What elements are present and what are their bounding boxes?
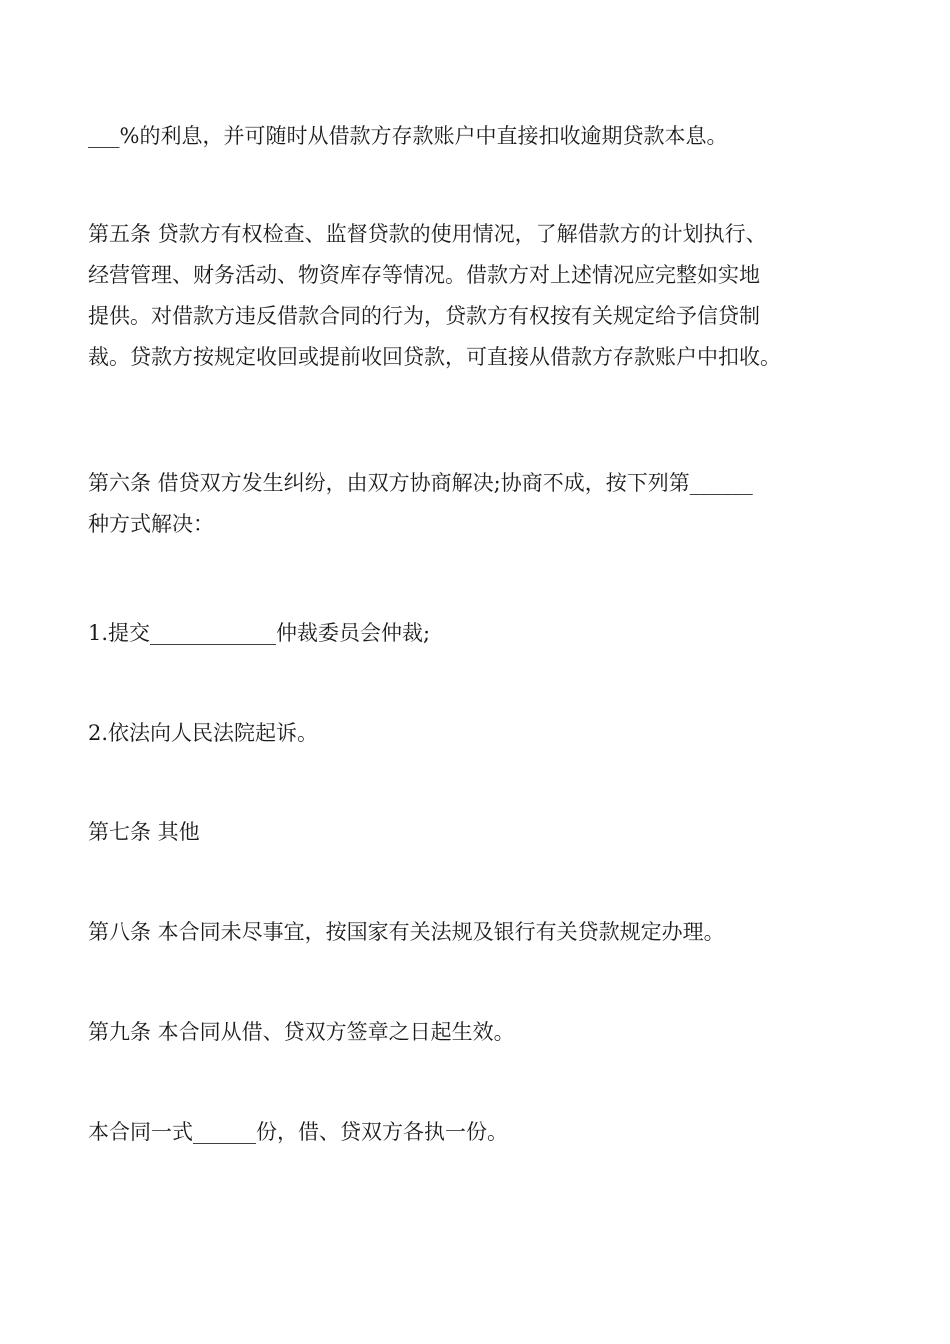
- text-line: 经营管理、财务活动、物资库存等情况。借款方对上述情况应完整如实地: [88, 263, 760, 287]
- paragraph-interest-clause: [88, 116, 868, 157]
- text-line: 2.依法向人民法院起诉。: [88, 721, 319, 745]
- text-line: 裁。贷款方按规定收回或提前收回贷款，可直接从借款方存款账户中扣收。: [88, 345, 781, 369]
- paragraph-article-6: [88, 463, 868, 545]
- text-line: 第六条 借贷双方发生纠纷，由双方协商解决;协商不成，按下列第______: [88, 471, 753, 495]
- paragraph-article-7: [88, 812, 868, 853]
- text-line: 1.提交____________仲裁委员会仲裁;: [88, 621, 431, 645]
- text-line: 第九条 本合同从借、贷双方签章之日起生效。: [88, 1020, 515, 1044]
- paragraph-article-9: [88, 1012, 868, 1053]
- text-line: 第五条 贷款方有权检查、监督贷款的使用情况，了解借款方的计划执行、: [88, 222, 767, 246]
- text-line: 种方式解决：: [88, 512, 214, 536]
- text-line: 提供。对借款方违反借款合同的行为，贷款方有权按有关规定给予信贷制: [88, 304, 760, 328]
- text-line: 第七条 其他: [88, 820, 200, 844]
- paragraph-option-2: [88, 713, 868, 754]
- paragraph-copies: [88, 1112, 868, 1153]
- text-line: 第八条 本合同未尽事宜，按国家有关法规及银行有关贷款规定办理。: [88, 920, 725, 944]
- text-line: ___%的利息，并可随时从借款方存款账户中直接扣收逾期贷款本息。: [88, 124, 728, 148]
- paragraph-article-5: [88, 214, 868, 378]
- paragraph-option-1: [88, 613, 868, 654]
- paragraph-article-8: [88, 912, 868, 953]
- text-line: 本合同一式______份，借、贷双方各执一份。: [88, 1120, 508, 1144]
